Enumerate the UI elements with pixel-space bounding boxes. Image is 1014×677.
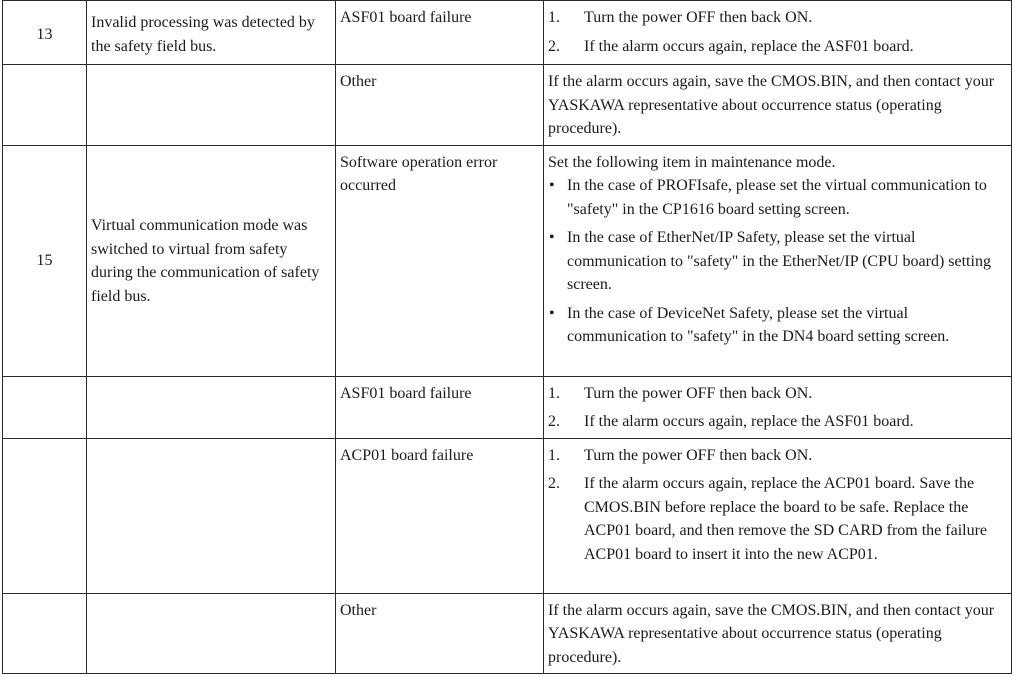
table-row [3,65,1012,146]
remedy-steps [548,444,1007,567]
table-row [3,1,1012,65]
alarm-number-cell [3,438,87,593]
remedy-step [548,472,1007,566]
cause-cell: Other [336,65,544,146]
remedy-step [548,410,1007,434]
step-marker: 2. [548,413,560,430]
cause-cell: ASF01 board failure [336,376,544,438]
remedy-steps [548,6,1007,58]
alarm-number-cell: 15 [3,145,87,376]
alarm-description-cell [87,438,336,593]
remedy-step [548,35,1007,59]
remedy-bullet [548,226,1007,297]
remedy-steps [548,382,1007,434]
bullet-marker: • [549,304,555,322]
alarm-description-cell: Invalid processing was detected by the safety field bus. [87,1,336,65]
alarm-number-cell [3,65,87,146]
step-marker: 2. [548,37,560,55]
step-marker: 1. [548,446,560,464]
step-text: If the alarm occurs again, replace the ASF01 board. [584,37,914,55]
alarm-description-cell: Virtual communication mode was switched to virtual from safety during the communication of safety field bus. [87,145,336,376]
remedy-bullet [548,174,1007,221]
remedy-cell [544,438,1012,593]
remedy-step [548,6,1007,30]
step-text: Turn the power OFF then back ON. [584,384,813,402]
step-text: Turn the power OFF then back ON. [584,446,813,464]
cause-cell: Software operation error occurred [336,145,544,376]
alarm-description-cell [87,376,336,438]
remedy-cell [544,145,1012,376]
step-marker: 2. [548,475,560,492]
step-text: If the alarm occurs again, replace the ACP01 board. Save the CMOS.BIN before replace the board to be safe. Replace the ACP01 board, and then remove the SD CARD from the failure ACP01 board to insert it into the new ACP01. [584,475,988,563]
alarm-number-cell [3,593,87,674]
step-marker: 1. [548,384,560,402]
remedy-step [548,382,1007,406]
cause-cell: Other [336,593,544,674]
alarm-number-cell [3,376,87,438]
remedy-cell [544,376,1012,438]
remedy-cell: If the alarm occurs again, save the CMOS.BIN, and then contact your YASKAWA representative about occurrence status (operating procedure). [544,593,1012,674]
bullet-text: In the case of PROFIsafe, please set the virtual communication to "safety" in the CP1616 board setting screen. [567,177,987,218]
table-row [3,376,1012,438]
cause-cell: ASF01 board failure [336,1,544,65]
table-row [3,145,1012,376]
remedy-bullet [548,302,1007,349]
table-row [3,438,1012,593]
step-text: Turn the power OFF then back ON. [584,9,813,26]
bullet-marker: • [549,229,555,246]
alarm-description-cell [87,65,336,146]
alarm-description-cell [87,593,336,674]
remedy-intro: Set the following item in maintenance mode. [548,153,836,171]
remedy-step [548,444,1007,468]
alarm-remedy-table [2,0,1012,674]
alarm-number-cell: 13 [3,1,87,65]
remedy-cell [544,1,1012,65]
cause-cell: ACP01 board failure [336,438,544,593]
remedy-cell: If the alarm occurs again, save the CMOS.BIN, and then contact your YASKAWA representative about occurrence status (operating procedure). [544,65,1012,146]
step-marker: 1. [548,9,560,26]
bullet-text: In the case of EtherNet/IP Safety, please set the virtual communication to "safety" in the EtherNet/IP (CPU board) setting screen. [567,229,991,293]
remedy-bullets [548,174,1007,349]
bullet-marker: • [549,177,555,194]
bullet-text: In the case of DeviceNet Safety, please set the virtual communication to "safety" in the DN4 board setting screen. [567,304,950,345]
step-text: If the alarm occurs again, replace the ASF01 board. [584,413,914,430]
table-row [3,593,1012,674]
